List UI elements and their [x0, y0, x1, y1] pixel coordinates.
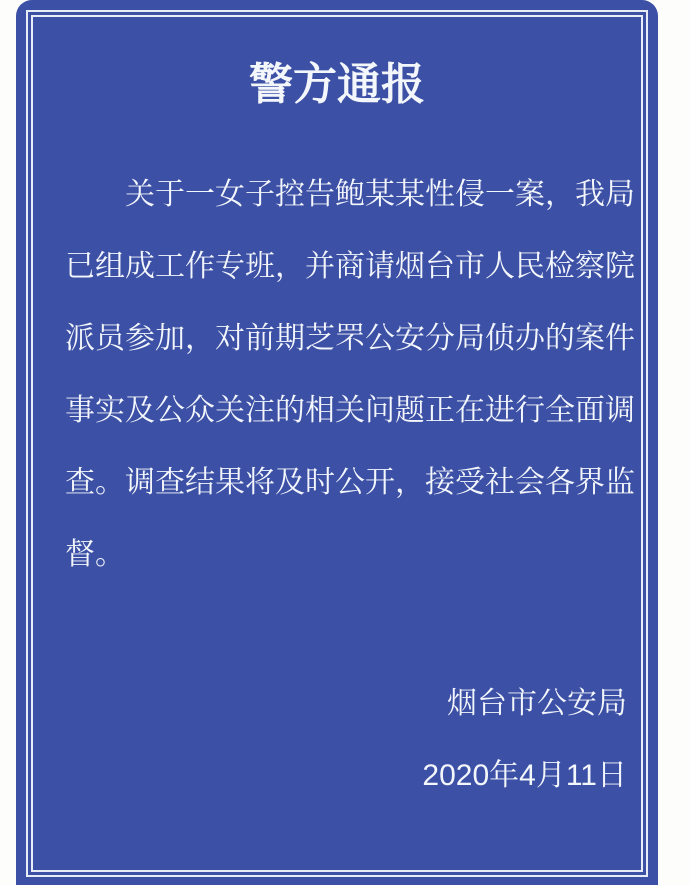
- notice-body-line-2: 已组成工作专班，并商请烟台市人民检察院: [65, 250, 635, 283]
- notice-body-line-6: 督。: [65, 538, 125, 571]
- notice-body-line-3: 派员参加，对前期芝罘公安分局侦办的案件: [65, 322, 635, 355]
- notice-body-line-5: 查。调查结果将及时公开，接受社会各界监: [65, 466, 635, 499]
- notice-body-line-1: 关于一女子控告鲍某某性侵一案，我局: [125, 178, 635, 211]
- notice-title: 警方通报: [249, 60, 425, 109]
- notice-body-line-4: 事实及公众关注的相关问题正在进行全面调: [65, 394, 635, 427]
- notice-card: [16, 0, 658, 885]
- notice-footer: [422, 668, 627, 812]
- issuer-signature: 烟台市公安局: [447, 687, 627, 720]
- notice-date: 2020年4月11日: [422, 759, 627, 792]
- notice-body: [65, 159, 641, 591]
